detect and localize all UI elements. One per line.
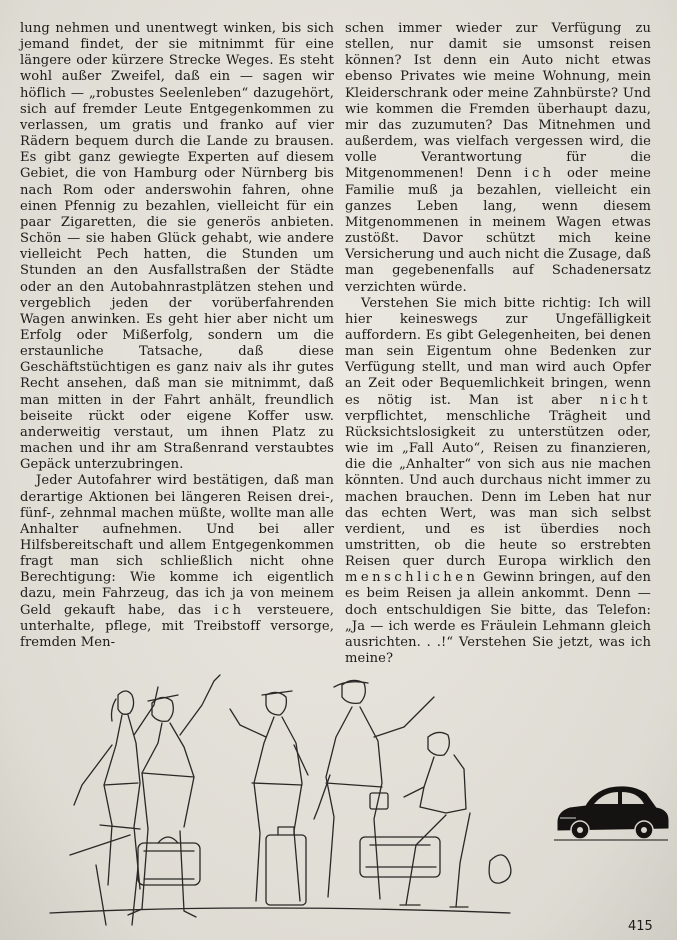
left-text-column [20,21,334,651]
spaced-word-nicht: nicht [599,392,651,408]
spaced-word-ich: ich [214,602,245,618]
left-paragraph-2: Jeder Autofahrer wird bestätigen, daß man derartige Aktionen bei längeren Reisen drei-, fünf-, zehnmal machen müßte, wollte man alle Anhalter aufnehmen. Und bei aller Hilfsbereitschaft und allem Entgegenkommen fragt man sich schließlich nicht ohne Berechtigung: Wie komme ich eigentlich dazu, mein Fahrzeug, das ich ja von meinem Geld gekauft habe, das ich versteuere, unterhalte, pflege, mit Treibstoff versorge, fremden Men- [20,473,335,650]
hitchhiker-figure-4 [314,680,434,899]
spaced-word-menschlichen: menschlichen [345,570,479,586]
right-paragraph-2: Verstehen Sie mich bitte richtig: Ich will hier keineswegs zur Ungefälligkeit auffordern. Es gibt Gelegenheiten, bei denen man sein Eigentum ohne Bedenken zur Verfügung stellt, und man wird auch Opfer an Zeit oder Bequemlichkeit bringen, wenn es nötig ist. Man ist aber nicht verpflichtet, menschliche Trägheit und Rücksichtslosigkeit zu unterstützen oder, wie im „Fall Auto“, Reisen zu finanzieren, die die „Anhalter“ von sich aus nie machen könnten. Und auch durchaus nicht immer zu machen brauchen. Denn im Leben hat nur das echten Wert, was man sich selbst verdient, und es ist überdies noch umstritten, ob die heute so erstrebten Reisen quer durch Europa wirklich den menschlichen Gewinn bringen, auf den es beim Reisen ja allein ankommt. Denn — doch entschuldigen Sie bitte, das Telefon: „Ja — ich werde es Fräulein Lehmann gleich ausrichten. . .!“ Verstehen Sie jetzt, was ich meine? [345,295,651,667]
ground-line [50,908,510,913]
black-sedan-car-picture [552,782,670,844]
hitchhikers-illustration [30,665,530,930]
hitchhiker-figure-3 [230,691,308,905]
page-number: 415 [628,919,653,934]
spaced-word-ich: ich [524,166,555,182]
luggage-pile [360,837,511,883]
hitchhiker-figure-5 [400,732,470,907]
right-paragraph-1: schen immer wieder zur Verfügung zu stellen, nur damit sie umsonst reisen können? Ist denn ein Auto nicht etwas ebenso Privates wie meine Wohnung, mein Kleiderschrank oder meine Zahnbürste? Und wie kommen die Fremden überhaupt dazu, mir das zuzumuten? Das Mitnehmen und außerdem, was vielfach vergessen wird, die volle Verantwortung für die Mitgenommenen! Denn ich oder meine Familie muß ja bezahlen, vielleicht ein ganzes Leben lang, wenn diesem Mitgenommenen in meinem Wagen etwas zustößt. Davor schützt mich keine Versicherung und auch nicht die Zusage, daß man gegebenenfalls auf Schadenersatz verzichten würde. [345,21,652,295]
left-paragraph-1: lung nehmen und unentwegt winken, bis sich jemand findet, der sie mitnimmt für eine längere oder kürzere Strecke Weges. Es steht wohl außer Zweifel, daß ein — sagen wir höflich — „robustes Seelenleben“ dazugehört, sich auf fremder Leute Entgegenkommen zu verlassen, um gratis und franko auf vier Rädern bequem durch die Lande zu brausen. Es gibt ganz gewiegte Experten auf diesem Gebiet, die von Hamburg oder Nürnberg bis nach Rom oder anderswohin fahren, ohne einen Pfennig zu bezahlen, vielleicht für ein paar Zigaretten, die sie generös anbieten. Schön — sie haben Glück gehabt, wie andere vielleicht Pech hatten, die Stunden um Stunden an den Ausfallstraßen der Städte oder an den Autobahnrastplätzen stehen und vergeblich jeden der vorüberfahrenden Wagen anwinken. Es geht hier aber nicht um Erfolg oder Mißerfolg, sondern um die erstaunliche Tatsache, daß diese Geschäftstüchtigen es ganz naiv als ihr gutes Recht ansehen, daß man sie mitnimmt, daß man mitten in der Fahrt anhält, freundlich beiseite rückt oder eigene Koffer usw. anderweitig verstaut, um ihnen Platz zu machen und ihr am Straßenrand verstaubtes Gepäck unterzubringen. [20,21,334,473]
hitchhiker-figure-2 [70,675,220,917]
right-text-column [345,21,651,667]
